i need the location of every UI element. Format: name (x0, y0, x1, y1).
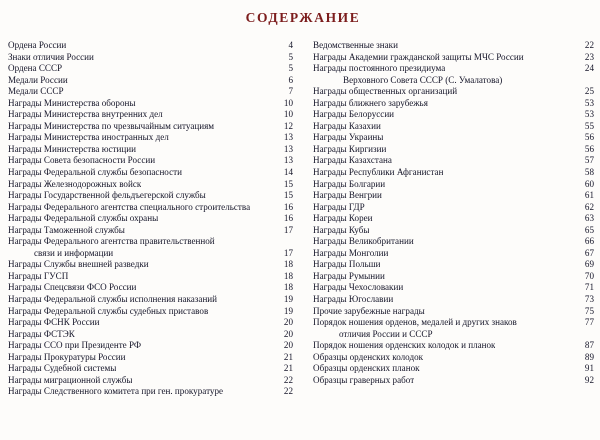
toc-entry[interactable] (8, 340, 293, 352)
toc-entry-label: Награды Министерства юстиции (8, 143, 136, 154)
toc-entry-page-number: 4 (288, 40, 293, 50)
toc-entry[interactable] (8, 179, 293, 191)
toc-entry[interactable] (8, 52, 293, 64)
toc-entry[interactable] (313, 375, 594, 387)
toc-entry-label: Верховного Совета СССР (С. Умалатова) (343, 74, 503, 85)
toc-entry-label: Награды Кубы (313, 224, 370, 235)
toc-entry[interactable] (313, 282, 594, 294)
toc-entry[interactable] (313, 63, 594, 75)
toc-entry[interactable] (8, 202, 293, 214)
toc-entry-page-number: 17 (283, 224, 293, 235)
toc-entry-page-number: 73 (584, 294, 594, 305)
toc-entry-label: Ордена России (8, 40, 67, 50)
toc-entry-label: Награды Польши (313, 259, 381, 270)
toc-entry[interactable] (8, 248, 293, 260)
toc-entry-label: Награды Румынии (313, 270, 385, 281)
toc-entry-label: Награды Федеральной службы безопасности (8, 167, 182, 178)
toc-entry[interactable] (8, 352, 293, 364)
toc-entry-page-number: 18 (283, 259, 293, 270)
toc-entry-label: Награды Монголии (313, 247, 389, 258)
toc-entry[interactable] (313, 306, 594, 318)
toc-entry[interactable] (313, 294, 594, 306)
toc-entry-page-number: 66 (584, 236, 594, 247)
toc-entry-page-number: 24 (584, 63, 594, 74)
toc-entry-label: Награды Следственного комитета при ген. прокуратуре (8, 386, 224, 397)
toc-entry-label: Награды Украины (313, 132, 384, 143)
toc-entry-label: Образцы орденских планок (313, 363, 420, 374)
toc-entry[interactable] (8, 375, 293, 387)
toc-entry-label: Награды Казахии (313, 120, 381, 131)
toc-entry[interactable] (8, 40, 293, 52)
toc-entry[interactable] (313, 213, 594, 225)
toc-entry-page-number: 16 (283, 201, 293, 212)
toc-entry[interactable] (8, 386, 293, 398)
toc-entry[interactable] (313, 121, 594, 133)
toc-entry[interactable] (8, 63, 293, 75)
toc-entry-label: Награды Спецсвязи ФСО России (8, 282, 137, 293)
toc-entry[interactable] (8, 98, 293, 110)
toc-entry-page-number: 57 (584, 155, 594, 166)
toc-entry[interactable] (313, 179, 594, 191)
toc-entry-page-number: 56 (584, 132, 594, 143)
toc-entry-page-number: 13 (283, 155, 293, 166)
toc-entry-page-number: 22 (584, 40, 594, 50)
toc-entry[interactable] (313, 155, 594, 167)
toc-entry-label: Медали России (8, 74, 68, 85)
contents-columns (0, 40, 600, 398)
toc-entry-label: Награды Федеральной службы охраны (8, 213, 159, 224)
toc-entry-label: Награды Киргизии (313, 143, 387, 154)
toc-entry[interactable] (313, 144, 594, 156)
toc-entry-label: Награды Чехословакии (313, 282, 404, 293)
toc-entry-page-number: 23 (584, 51, 594, 62)
toc-entry[interactable] (8, 155, 293, 167)
toc-entry[interactable] (8, 190, 293, 202)
toc-entry[interactable] (313, 167, 594, 179)
toc-entry-label: Награды ближнего зарубежья (313, 97, 428, 108)
toc-entry-page-number: 18 (283, 282, 293, 293)
toc-entry-page-number: 61 (584, 190, 594, 201)
toc-entry[interactable] (313, 52, 594, 64)
toc-entry-label: отличия России и СССР (339, 328, 433, 339)
toc-entry-label: Награды Министерства по чрезвычайным ситуациям (8, 120, 215, 131)
toc-entry-page-number: 56 (584, 143, 594, 154)
toc-entry-page-number: 25 (584, 86, 594, 97)
toc-entry[interactable] (313, 75, 594, 87)
toc-entry-page-number: 5 (288, 63, 293, 74)
toc-entry[interactable] (8, 213, 293, 225)
toc-entry[interactable] (313, 317, 594, 329)
toc-entry-page-number: 60 (584, 178, 594, 189)
toc-entry[interactable] (313, 352, 594, 364)
toc-entry[interactable] (313, 236, 594, 248)
toc-entry[interactable] (313, 98, 594, 110)
toc-entry-label: Ведомственные знаки (313, 40, 398, 50)
toc-entry-label: Награды Таможенной службы (8, 224, 125, 235)
toc-entry-page-number: 63 (584, 213, 594, 224)
toc-entry-page-number: 17 (283, 247, 293, 258)
toc-entry[interactable] (8, 144, 293, 156)
toc-entry-page-number: 71 (584, 282, 594, 293)
toc-entry-label: Награды Министерства иностранных дел (8, 132, 169, 143)
toc-entry-label: Образцы граверных работ (313, 374, 415, 385)
toc-entry[interactable] (8, 132, 293, 144)
toc-entry-page-number: 87 (584, 340, 594, 351)
toc-entry-label: Награды Федерального агентства правительственной (8, 236, 215, 247)
toc-entry[interactable] (313, 86, 594, 98)
toc-entry[interactable] (313, 259, 594, 271)
toc-entry[interactable] (313, 40, 594, 52)
toc-entry-page-number: 58 (584, 167, 594, 178)
toc-entry-page-number: 77 (584, 317, 594, 328)
toc-entry-label: Награды Федеральной службы исполнения наказаний (8, 294, 218, 305)
toc-entry-label: Порядок ношения орденских колодок и планок (313, 340, 496, 351)
toc-entry[interactable] (8, 167, 293, 179)
toc-entry-page-number: 18 (283, 270, 293, 281)
toc-entry-page-number: 62 (584, 201, 594, 212)
toc-entry-label: Награды Академии гражданской защиты МЧС России (313, 51, 524, 62)
toc-entry[interactable] (8, 363, 293, 375)
toc-entry[interactable] (313, 132, 594, 144)
toc-entry[interactable] (8, 259, 293, 271)
toc-entry-label: Награды Прокуратуры России (8, 351, 126, 362)
toc-entry-label: Медали СССР (8, 86, 64, 97)
toc-entry[interactable] (8, 329, 293, 341)
toc-entry-label: Награды Казахстана (313, 155, 392, 166)
toc-entry-label: Награды Министерства внутренних дел (8, 109, 163, 120)
toc-entry-page-number: 53 (584, 97, 594, 108)
toc-entry-label: Награды Болгарии (313, 178, 386, 189)
toc-entry-page-number: 19 (283, 294, 293, 305)
contents-column-right (301, 40, 594, 398)
toc-entry[interactable] (313, 225, 594, 237)
toc-entry-page-number: 7 (288, 86, 293, 97)
toc-entry-label: Образцы орденских колодок (313, 351, 424, 362)
contents-column-left (8, 40, 301, 398)
toc-entry-label: Награды Великобритании (313, 236, 414, 247)
toc-entry-page-number: 21 (283, 363, 293, 374)
toc-entry[interactable] (8, 109, 293, 121)
toc-entry-page-number: 70 (584, 270, 594, 281)
toc-entry-page-number: 20 (283, 328, 293, 339)
toc-entry[interactable] (8, 317, 293, 329)
toc-entry-page-number: 20 (283, 317, 293, 328)
toc-entry[interactable] (313, 248, 594, 260)
toc-entry-page-number: 13 (283, 143, 293, 154)
toc-entry[interactable] (313, 363, 594, 375)
toc-entry-page-number: 65 (584, 224, 594, 235)
toc-entry-page-number: 14 (283, 167, 293, 178)
toc-entry[interactable] (313, 202, 594, 214)
toc-entry[interactable] (8, 75, 293, 87)
toc-entry[interactable] (8, 86, 293, 98)
toc-entry-label: Знаки отличия России (8, 51, 94, 62)
toc-entry-label: Награды Федеральной службы судебных приставов (8, 305, 209, 316)
toc-entry-page-number: 22 (283, 386, 293, 397)
toc-entry-page-number: 15 (283, 190, 293, 201)
toc-entry-label: Награды миграционной службы (8, 374, 133, 385)
toc-entry[interactable] (313, 109, 594, 121)
toc-entry-label: Награды Югославии (313, 294, 394, 305)
toc-entry-page-number: 10 (283, 97, 293, 108)
toc-entry-label: связи и информации (34, 247, 114, 258)
toc-entry-label: Награды Федерального агентства специального строительства (8, 201, 251, 212)
toc-entry[interactable] (313, 329, 594, 341)
toc-entry-label: Награды ГДР (313, 201, 365, 212)
toc-entry-label: Награды Министерства обороны (8, 97, 136, 108)
toc-entry[interactable] (8, 236, 293, 248)
toc-entry-page-number: 6 (288, 74, 293, 85)
toc-entry-label: Награды Республики Афганистан (313, 167, 444, 178)
toc-entry-page-number: 53 (584, 109, 594, 120)
toc-entry-label: Порядок ношения орденов, медалей и других знаков (313, 317, 517, 328)
toc-entry-page-number: 15 (283, 178, 293, 189)
toc-entry-page-number: 67 (584, 247, 594, 258)
toc-entry-label: Награды Государственной фельдъегерской службы (8, 190, 206, 201)
toc-entry-label: Прочие зарубежные награды (313, 305, 425, 316)
toc-entry-page-number: 12 (283, 120, 293, 131)
toc-entry[interactable] (8, 294, 293, 306)
toc-entry-page-number: 75 (584, 305, 594, 316)
toc-entry-page-number: 55 (584, 120, 594, 131)
toc-entry-label: Награды Белоруссии (313, 109, 395, 120)
toc-entry[interactable] (313, 190, 594, 202)
toc-entry-page-number: 5 (288, 51, 293, 62)
toc-entry-label: Награды Судебной системы (8, 363, 117, 374)
toc-entry[interactable] (8, 306, 293, 318)
page-title: СОДЕРЖАНИЕ (245, 10, 361, 25)
toc-entry-page-number: 21 (283, 351, 293, 362)
toc-entry-label: Награды Железнодорожных войск (8, 178, 142, 189)
toc-entry[interactable] (8, 282, 293, 294)
toc-entry[interactable] (313, 340, 594, 352)
toc-entry-label: Награды Кореи (313, 213, 373, 224)
toc-entry-page-number: 92 (584, 374, 594, 385)
toc-entry[interactable] (313, 271, 594, 283)
toc-entry[interactable] (8, 271, 293, 283)
toc-entry-label: Награды Венгрии (313, 190, 382, 201)
toc-entry-page-number: 19 (283, 305, 293, 316)
toc-entry-label: Награды Совета безопасности России (8, 155, 156, 166)
toc-entry-page-number: 22 (283, 374, 293, 385)
toc-entry[interactable] (8, 121, 293, 133)
toc-entry-page-number: 10 (283, 109, 293, 120)
toc-entry-page-number: 69 (584, 259, 594, 270)
toc-entry-label: Награды Службы внешней разведки (8, 259, 149, 270)
toc-entry-page-number: 13 (283, 132, 293, 143)
toc-entry-page-number: 91 (584, 363, 594, 374)
toc-entry-label: Награды постоянного президиума (313, 63, 446, 74)
toc-entry-label: Ордена СССР (8, 63, 63, 74)
toc-entry-label: Награды общественных организаций (313, 86, 458, 97)
toc-entry-page-number: 89 (584, 351, 594, 362)
toc-entry-label: Награды ФСНК России (8, 317, 100, 328)
toc-entry-label: Награды ССО при Президенте РФ (8, 340, 142, 351)
toc-entry-page-number: 16 (283, 213, 293, 224)
toc-entry-label: Награды ГУСП (8, 270, 69, 281)
toc-entry[interactable] (8, 225, 293, 237)
toc-entry-page-number: 20 (283, 340, 293, 351)
toc-entry-label: Награды ФСТЭК (8, 328, 75, 339)
